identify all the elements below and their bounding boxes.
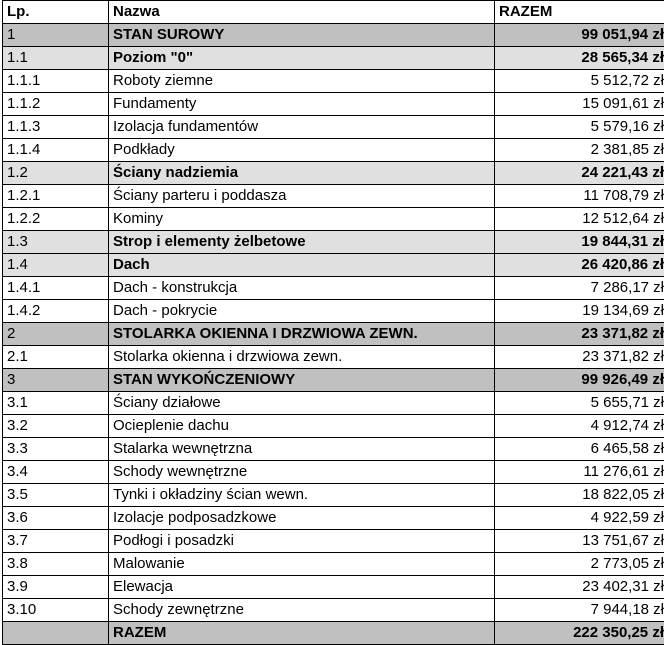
row-lp-cell: 3.1 (3, 392, 109, 415)
table-row (3, 185, 664, 208)
row-name-cell: Ściany nadziemia (109, 162, 495, 185)
row-lp-cell: 1.1.1 (3, 70, 109, 93)
row-value-cell: 7 944,18 zł (495, 599, 664, 622)
row-lp-cell: 1.1.3 (3, 116, 109, 139)
row-name-cell: Kominy (109, 208, 495, 231)
row-lp-cell: 1.4.1 (3, 277, 109, 300)
row-value-cell: 7 286,17 zł (495, 277, 664, 300)
row-name-cell: Schody wewnętrzne (109, 461, 495, 484)
row-value-cell: 23 371,82 zł (495, 346, 664, 369)
row-lp-cell: 1.1.2 (3, 93, 109, 116)
row-lp-cell: 1.4 (3, 254, 109, 277)
row-name-cell: STAN WYKOŃCZENIOWY (109, 369, 495, 392)
row-lp-cell: 1.2.1 (3, 185, 109, 208)
row-lp-cell: 1.1 (3, 47, 109, 70)
row-lp-cell: 2 (3, 323, 109, 346)
row-lp-cell: 3.4 (3, 461, 109, 484)
table-row (3, 277, 664, 300)
table-row (3, 300, 664, 323)
row-name-cell: STOLARKA OKIENNA I DRZWIOWA ZEWN. (109, 323, 495, 346)
row-lp-cell: 1.2.2 (3, 208, 109, 231)
table-header (3, 1, 664, 24)
table-row (3, 576, 664, 599)
row-value-cell: 99 051,94 zł (495, 24, 664, 47)
row-value-cell: 12 512,64 zł (495, 208, 664, 231)
table-row (3, 484, 664, 507)
row-value-cell: 11 708,79 zł (495, 185, 664, 208)
row-name-cell: Dach (109, 254, 495, 277)
table-row (3, 622, 664, 645)
row-lp-cell: 1 (3, 24, 109, 47)
row-value-cell: 4 912,74 zł (495, 415, 664, 438)
table-row (3, 599, 664, 622)
row-name-cell: Izolacja fundamentów (109, 116, 495, 139)
row-value-cell: 24 221,43 zł (495, 162, 664, 185)
row-value-cell: 99 926,49 zł (495, 369, 664, 392)
row-lp-cell: 3.10 (3, 599, 109, 622)
table-row (3, 139, 664, 162)
header-row (3, 1, 664, 24)
row-name-cell: Dach - konstrukcja (109, 277, 495, 300)
row-name-cell: Schody zewnętrzne (109, 599, 495, 622)
row-value-cell: 23 371,82 zł (495, 323, 664, 346)
cost-table (2, 0, 664, 645)
row-lp-cell: 2.1 (3, 346, 109, 369)
header-name: Nazwa (109, 1, 495, 24)
row-lp-cell: 3.3 (3, 438, 109, 461)
row-lp-cell: 3.8 (3, 553, 109, 576)
row-name-cell: Ściany działowe (109, 392, 495, 415)
row-value-cell: 5 655,71 zł (495, 392, 664, 415)
table-row (3, 93, 664, 116)
row-value-cell: 2 381,85 zł (495, 139, 664, 162)
row-lp-cell: 1.4.2 (3, 300, 109, 323)
table-row (3, 47, 664, 70)
row-name-cell: RAZEM (109, 622, 495, 645)
row-value-cell: 11 276,61 zł (495, 461, 664, 484)
table-row (3, 392, 664, 415)
table-row (3, 530, 664, 553)
row-name-cell: STAN SUROWY (109, 24, 495, 47)
row-value-cell: 18 822,05 zł (495, 484, 664, 507)
row-name-cell: Fundamenty (109, 93, 495, 116)
table-row (3, 369, 664, 392)
row-value-cell: 222 350,25 zł (495, 622, 664, 645)
table-row (3, 461, 664, 484)
row-lp-cell: 3.2 (3, 415, 109, 438)
row-lp-cell: 3.6 (3, 507, 109, 530)
row-value-cell: 4 922,59 zł (495, 507, 664, 530)
table-row (3, 254, 664, 277)
row-lp-cell: 3.7 (3, 530, 109, 553)
row-name-cell: Tynki i okładziny ścian wewn. (109, 484, 495, 507)
row-value-cell: 5 512,72 zł (495, 70, 664, 93)
header-lp: Lp. (3, 1, 109, 24)
row-value-cell: 15 091,61 zł (495, 93, 664, 116)
row-lp-cell: 1.1.4 (3, 139, 109, 162)
table-body (3, 24, 664, 645)
header-value: RAZEM (495, 1, 664, 24)
row-value-cell: 28 565,34 zł (495, 47, 664, 70)
table-row (3, 415, 664, 438)
row-lp-cell: 1.3 (3, 231, 109, 254)
row-value-cell: 19 844,31 zł (495, 231, 664, 254)
row-name-cell: Podłogi i posadzki (109, 530, 495, 553)
row-name-cell: Stolarka okienna i drzwiowa zewn. (109, 346, 495, 369)
row-name-cell: Podkłady (109, 139, 495, 162)
table-row (3, 323, 664, 346)
row-value-cell: 2 773,05 zł (495, 553, 664, 576)
row-value-cell: 6 465,58 zł (495, 438, 664, 461)
row-value-cell: 26 420,86 zł (495, 254, 664, 277)
table-row (3, 24, 664, 47)
table-row (3, 208, 664, 231)
row-value-cell: 5 579,16 zł (495, 116, 664, 139)
row-name-cell: Stalarka wewnętrzna (109, 438, 495, 461)
row-value-cell: 23 402,31 zł (495, 576, 664, 599)
row-value-cell: 19 134,69 zł (495, 300, 664, 323)
table-row (3, 346, 664, 369)
table-row (3, 438, 664, 461)
row-name-cell: Elewacja (109, 576, 495, 599)
row-value-cell: 13 751,67 zł (495, 530, 664, 553)
table-row (3, 70, 664, 93)
row-lp-cell (3, 622, 109, 645)
row-name-cell: Malowanie (109, 553, 495, 576)
row-lp-cell: 3.5 (3, 484, 109, 507)
table-row (3, 162, 664, 185)
row-name-cell: Roboty ziemne (109, 70, 495, 93)
table-row (3, 116, 664, 139)
row-name-cell: Dach - pokrycie (109, 300, 495, 323)
row-lp-cell: 3.9 (3, 576, 109, 599)
row-lp-cell: 3 (3, 369, 109, 392)
row-name-cell: Izolacje podposadzkowe (109, 507, 495, 530)
table-row (3, 553, 664, 576)
row-name-cell: Ściany parteru i poddasza (109, 185, 495, 208)
row-name-cell: Poziom "0" (109, 47, 495, 70)
table-row (3, 507, 664, 530)
row-lp-cell: 1.2 (3, 162, 109, 185)
row-name-cell: Strop i elementy żelbetowe (109, 231, 495, 254)
table-row (3, 231, 664, 254)
row-name-cell: Ocieplenie dachu (109, 415, 495, 438)
